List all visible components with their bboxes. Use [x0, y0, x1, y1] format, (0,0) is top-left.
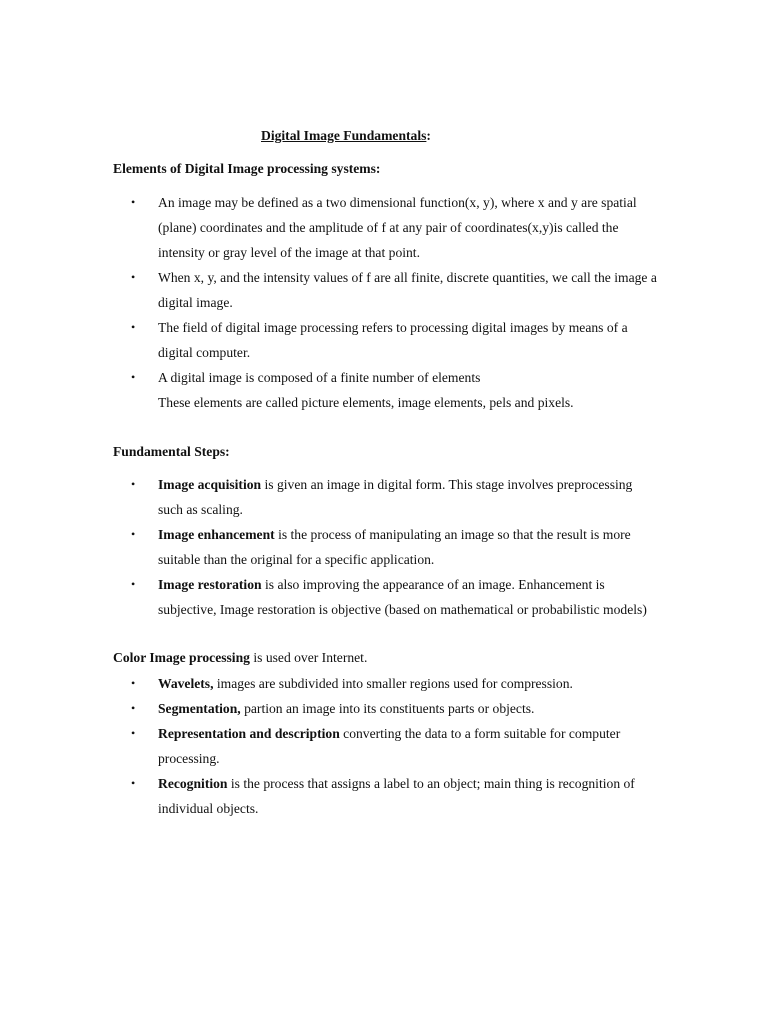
list-item-text: is given an image in digital form. This stage involves preprocessing such as scaling.	[158, 477, 633, 517]
page-title	[261, 127, 431, 145]
list-item-text: is the process that assigns a label to an object; main thing is recognition of individual objects.	[158, 776, 635, 816]
bullet-icon: •	[131, 676, 136, 690]
bullet-icon: •	[131, 726, 136, 740]
bullet-icon: •	[131, 477, 136, 491]
title-suffix: :	[426, 128, 431, 143]
bullet-icon: •	[131, 370, 136, 384]
list-item-text: When x, y, and the intensity values of f are all finite, discrete quantities, we call the image a digital image.	[158, 270, 657, 310]
list-item	[0, 190, 658, 265]
term: Segmentation,	[158, 701, 241, 716]
bullet-icon: •	[131, 701, 136, 715]
list-item-text: converting the data to a form suitable for computer processing.	[158, 726, 621, 766]
term: Representation and description	[158, 726, 340, 741]
bullet-icon: •	[131, 527, 136, 541]
list-item	[0, 771, 658, 821]
list-item-text: is the process of manipulating an image so that the result is more suitable than the original for a specific application.	[158, 527, 631, 567]
list-item-text: An image may be defined as a two dimensional function(x, y), where x and y are spatial (plane) coordinates and the amplitude of f at any pair of coordinates(x,y)is called the intensity or gray level of the image at that point.	[158, 195, 637, 260]
list-item	[0, 696, 658, 721]
section-heading-fundamental-steps: Fundamental Steps:	[113, 444, 230, 459]
list-item-text: The field of digital image processing refers to processing digital images by means of a digital computer.	[158, 320, 628, 360]
steps-bullet-list	[0, 472, 768, 622]
bullet-icon: •	[131, 270, 136, 284]
list-item	[0, 721, 658, 771]
term: Wavelets,	[158, 676, 214, 691]
list-item	[0, 572, 658, 622]
list-item-text: is also improving the appearance of an image. Enhancement is subjective, Image restoration is objective (based on mathematical or probabilistic models)	[158, 577, 647, 617]
list-item-text: images are subdivided into smaller regions used for compression.	[213, 676, 573, 691]
processing-bullet-list	[0, 671, 768, 821]
elements-bullet-list	[0, 190, 768, 415]
section-heading-elements: Elements of Digital Image processing systems:	[113, 161, 381, 176]
list-item	[0, 365, 658, 415]
term: Image enhancement	[158, 527, 275, 542]
term: Color Image processing	[113, 650, 250, 665]
list-item	[0, 265, 658, 315]
list-item-line2: These elements are called picture elements, image elements, pels and pixels.	[158, 395, 574, 410]
title-text: Digital Image Fundamentals	[261, 128, 427, 143]
bullet-icon: •	[131, 776, 136, 790]
color-processing-paragraph	[113, 649, 367, 667]
term: Recognition	[158, 776, 228, 791]
bullet-icon: •	[131, 577, 136, 591]
list-item	[0, 522, 658, 572]
paragraph-text: is used over Internet.	[249, 650, 368, 665]
list-item	[0, 671, 658, 696]
list-item	[0, 472, 658, 522]
list-item-line1: A digital image is composed of a finite number of elements	[158, 370, 481, 385]
list-item-text: partion an image into its constituents parts or objects.	[240, 701, 535, 716]
term: Image restoration	[158, 577, 262, 592]
bullet-icon: •	[131, 320, 136, 334]
term: Image acquisition	[158, 477, 262, 492]
bullet-icon: •	[131, 195, 136, 209]
list-item	[0, 315, 658, 365]
